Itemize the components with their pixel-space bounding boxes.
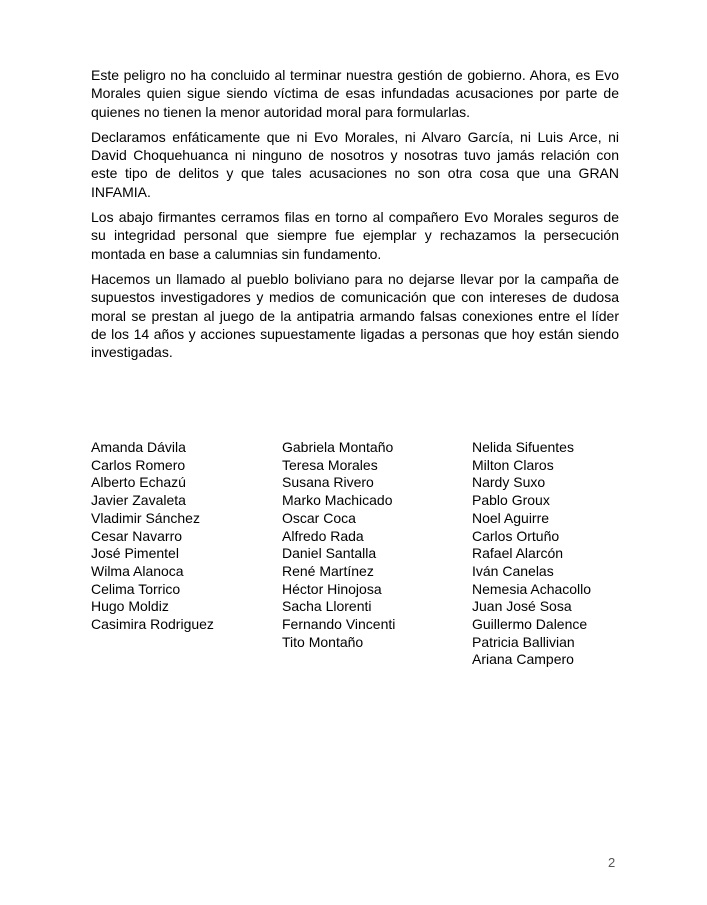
signatory-name: Alfredo Rada [282,527,364,544]
signatory-name: Carlos Romero [91,456,186,473]
signatory-name: Noel Aguirre [472,509,550,526]
letter-body [91,66,619,368]
signatory-name: Vladimir Sánchez [91,509,200,526]
signatory-name: Wilma Alanoca [91,562,184,579]
signatory-name: Pablo Groux [472,492,550,509]
signatory-name: Nardy Suxo [472,474,546,491]
signatory-name: Guillermo Dalence [472,616,588,633]
signatories-column-3 [472,439,591,669]
signatory-name: Juan José Sosa [472,598,572,615]
signatory-name: Casimira Rodriguez [91,616,214,633]
signatory-name: Alberto Echazú [91,474,186,491]
signatory-name: Nemesia Achacollo [472,580,592,597]
signatory-name: Susana Rivero [282,474,374,491]
signatory-name: Marko Machicado [282,492,393,509]
signatory-name: Héctor Hinojosa [282,580,382,597]
signatory-name: Sacha Llorenti [282,598,372,615]
signatory-name: Daniel Santalla [282,545,377,562]
signatory-name: Gabriela Montaño [282,439,394,455]
signatory-name: Iván Canelas [472,562,554,579]
signatories-column-1 [91,439,214,634]
signatory-name: José Pimentel [91,545,179,562]
signatory-name: Ariana Campero [472,651,574,668]
signatory-name: Patricia Ballivian [472,633,575,650]
signatory-name: Milton Claros [472,456,554,473]
signatory-name: Fernando Vincenti [282,616,396,633]
signatory-name: Oscar Coca [282,509,356,526]
signatory-name: Tito Montaño [282,633,364,650]
signatory-name: Javier Zavaleta [91,492,186,509]
paragraph-4: Hacemos un llamado al pueblo boliviano para no dejarse llevar por la campaña de supuestos investigadores y medios de comunicación que con intereses de dudosa moral se prestan al juego de la antipatria armando falsas conexiones entre el líder de los 14 años y acciones supuestamente ligadas a personas que hoy están siendo investigadas. [91,270,619,361]
signatory-name: Cesar Navarro [91,527,183,544]
signatory-name: Teresa Morales [282,456,378,473]
page-number: 2 [608,855,616,870]
signatory-name: Celima Torrico [91,580,181,597]
signatories-column-2 [282,439,395,651]
signatory-name: René Martínez [282,562,374,579]
signatory-name: Carlos Ortuño [472,527,560,544]
paragraph-2: Declaramos enfáticamente que ni Evo Morales, ni Alvaro García, ni Luis Arce, ni David Choquehuanca ni ninguno de nosotros y nosotras tuvo jamás relación con este tipo de delitos y que tales acusaciones no son otra cosa que una GRAN INFAMIA. [91,128,619,200]
signatory-name: Amanda Dávila [91,439,186,455]
paragraph-1: Este peligro no ha concluido al terminar nuestra gestión de gobierno. Ahora, es Evo Morales quien sigue siendo víctima de esas infundadas acusaciones por parte de quienes no tienen la menor autoridad moral para formularlas. [91,67,619,120]
paragraph-3: Los abajo firmantes cerramos filas en torno al compañero Evo Morales seguros de su integridad personal que siempre fue ejemplar y rechazamos la persecución montada en base a calumnias sin fundamento. [91,209,619,262]
signatory-name: Nelida Sifuentes [472,439,574,455]
signatory-name: Hugo Moldiz [91,598,169,615]
signatory-name: Rafael Alarcón [472,545,564,562]
